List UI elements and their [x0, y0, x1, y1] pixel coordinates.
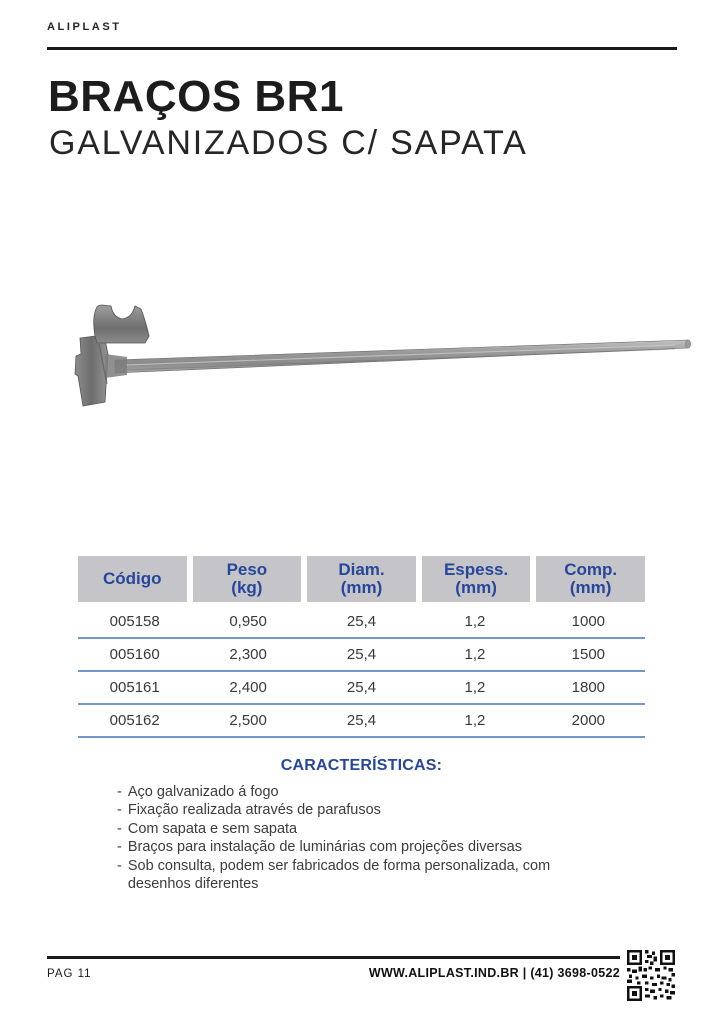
cell-peso: 2,300: [229, 646, 267, 663]
cell-comp: 1500: [571, 646, 606, 663]
spec-table: [78, 556, 645, 738]
cell-espess: 1,2: [464, 646, 486, 663]
cell-espess: 1,2: [464, 613, 486, 630]
footer-contact: WWW.ALIPLAST.IND.BR | (41) 3698-0522: [368, 966, 620, 980]
cell-peso: 2,500: [229, 712, 267, 729]
list-item-text: Sob consulta, podem ser fabricados de forma personalizada, com desenhos diferentes: [127, 857, 551, 893]
cell-diam: 25,4: [346, 712, 377, 729]
cell-diam: 25,4: [346, 679, 377, 696]
cell-diam: 25,4: [346, 646, 377, 663]
list-item: [117, 801, 599, 819]
cell-comp: 1800: [571, 679, 606, 696]
cell-codigo: 005160: [109, 646, 160, 663]
characteristics-heading: CARACTERÍSTICAS:: [280, 757, 443, 774]
list-item: [117, 838, 599, 856]
cell-espess: 1,2: [464, 679, 486, 696]
bullet-dash: -: [117, 839, 122, 856]
cell-codigo: 005161: [109, 679, 160, 696]
cell-espess: 1,2: [464, 712, 486, 729]
list-item-text: Aço galvanizado á fogo: [127, 784, 279, 800]
bullet-dash: -: [117, 857, 122, 874]
table-row: [78, 606, 645, 639]
cell-peso: 2,400: [229, 679, 267, 696]
cell-codigo: 005162: [109, 712, 160, 729]
cell-comp: 1000: [571, 613, 606, 630]
cell-peso: 0,950: [229, 613, 267, 630]
page-number: PAG 11: [47, 968, 92, 980]
bullet-dash: -: [117, 820, 122, 837]
list-item-text: Com sapata e sem sapata: [127, 820, 298, 837]
page-title: BRAÇOS BR1: [48, 72, 344, 121]
cell-diam: 25,4: [346, 613, 377, 630]
characteristics-list: [117, 783, 599, 893]
cell-comp: 2000: [571, 712, 606, 729]
list-item-text: Fixação realizada através de parafusos: [127, 802, 381, 819]
header-divider: [47, 47, 677, 50]
bullet-dash: -: [117, 802, 122, 819]
table-row: [78, 639, 645, 672]
bullet-dash: -: [117, 784, 122, 800]
column-header-codigo: Código: [78, 556, 187, 602]
table-row: [78, 705, 645, 738]
column-header-comp: Comp. (mm): [536, 556, 645, 602]
brand-logo-text: ALIPLAST: [47, 21, 122, 33]
list-item: [117, 857, 599, 894]
list-item: [117, 820, 599, 838]
list-item: [117, 783, 599, 801]
footer-divider: [47, 956, 620, 959]
column-header-peso: Peso (kg): [193, 556, 302, 602]
page-subtitle: GALVANIZADOS C/ SAPATA: [49, 124, 528, 162]
column-header-diam: Diam. (mm): [307, 556, 416, 602]
product-photo: [55, 296, 700, 416]
spec-table-header: [78, 556, 645, 602]
column-header-espess: Espess. (mm): [422, 556, 531, 602]
list-item-text: Braços para instalação de luminárias com projeções diversas: [127, 839, 522, 856]
table-row: [78, 672, 645, 705]
cell-codigo: 005158: [109, 613, 160, 630]
qr-code-icon: [627, 950, 675, 1001]
